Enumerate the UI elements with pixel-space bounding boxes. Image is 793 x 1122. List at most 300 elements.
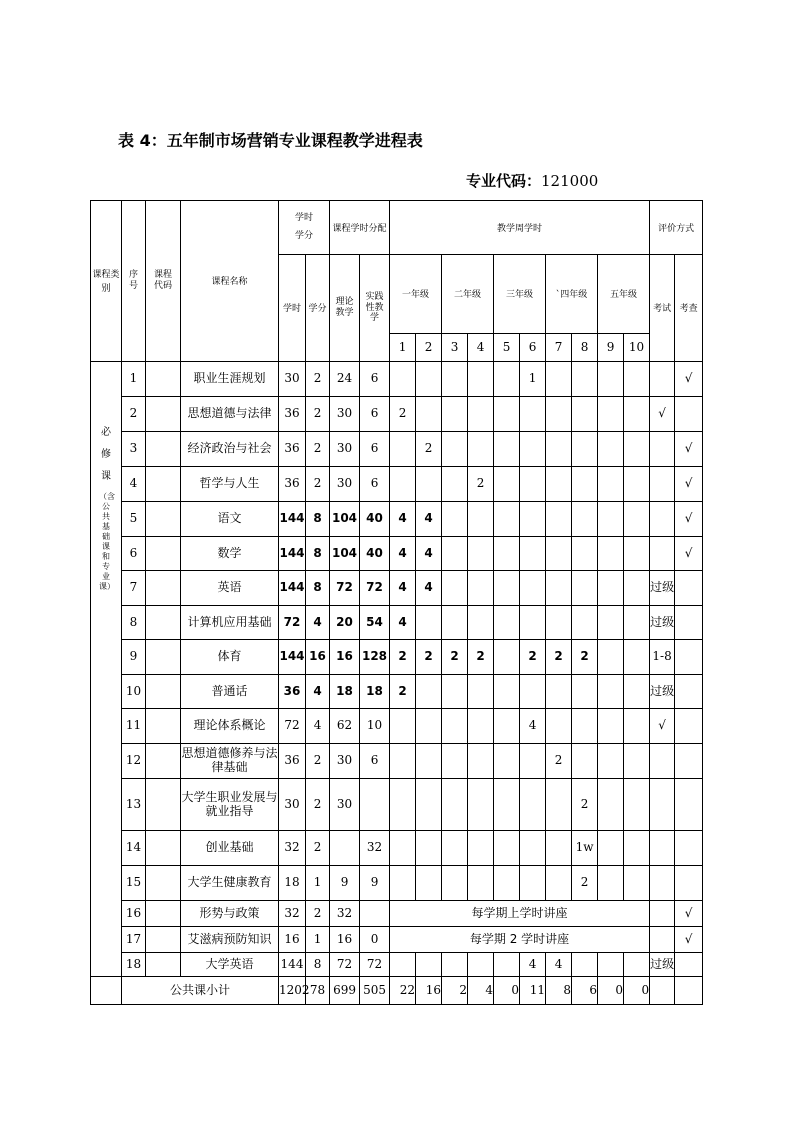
term-cell-10: [624, 537, 650, 571]
term-cell-6: 4: [520, 953, 546, 977]
term-cell-4: 2: [468, 467, 494, 502]
course-schedule-table: [90, 200, 703, 1005]
term-cell-4: [468, 362, 494, 397]
term-cell-8: [572, 606, 598, 640]
term-cell-3: [442, 709, 468, 744]
term-cell-1: 2: [390, 640, 416, 675]
term-cell-9: [598, 432, 624, 467]
exam-cell: [650, 866, 675, 901]
term-cell-3: [442, 606, 468, 640]
header-term-4: 4: [468, 334, 494, 362]
theory-cell: [330, 831, 360, 866]
term-cell-1: 4: [390, 502, 416, 537]
term-cell-3: [442, 675, 468, 709]
term-cell-9: [598, 571, 624, 606]
seq-cell: 13: [122, 779, 146, 831]
practice-cell: 9: [360, 866, 390, 901]
credits-cell: 4: [306, 675, 330, 709]
term-cell-7: [546, 362, 572, 397]
subtotal-exam: [650, 977, 675, 1005]
term-cell-4: [468, 866, 494, 901]
subtotal-check: [675, 977, 703, 1005]
term-cell-10: [624, 640, 650, 675]
credits-cell: 2: [306, 744, 330, 779]
term-cell-5: [494, 362, 520, 397]
exam-cell: √: [650, 397, 675, 432]
category-label-b: 修: [101, 449, 111, 460]
theory-cell: 30: [330, 467, 360, 502]
term-cell-10: [624, 606, 650, 640]
term-cell-2: [416, 675, 442, 709]
credits-cell: 8: [306, 571, 330, 606]
header-term-3: 3: [442, 334, 468, 362]
credits-cell: 8: [306, 502, 330, 537]
term-cell-1: [390, 953, 416, 977]
term-cell-1: 2: [390, 675, 416, 709]
subtotal-practice: 505: [360, 977, 390, 1005]
theory-cell: 72: [330, 571, 360, 606]
exam-cell: [650, 831, 675, 866]
term-cell-8: 2: [572, 779, 598, 831]
credits-cell: 2: [306, 432, 330, 467]
term-cell-9: [598, 779, 624, 831]
term-cell-7: [546, 675, 572, 709]
term-cell-7: [546, 571, 572, 606]
term-cell-7: [546, 606, 572, 640]
theory-cell: 30: [330, 744, 360, 779]
term-cell-3: [442, 866, 468, 901]
term-cell-9: [598, 362, 624, 397]
term-cell-8: [572, 467, 598, 502]
seq-cell: 11: [122, 709, 146, 744]
seq-cell: 5: [122, 502, 146, 537]
term-cell-2: 2: [416, 432, 442, 467]
header-year-4: `四年级: [546, 255, 598, 334]
term-cell-8: [572, 744, 598, 779]
header-practice: 实践性教学: [360, 255, 390, 362]
term-cell-4: 2: [468, 640, 494, 675]
code-cell: [146, 709, 181, 744]
course-name-cell: 哲学与人生: [181, 467, 279, 502]
term-cell-10: [624, 467, 650, 502]
course-name-cell: 职业生涯规划: [181, 362, 279, 397]
course-name-cell: 语文: [181, 502, 279, 537]
term-cell-10: [624, 709, 650, 744]
table-row: [91, 675, 703, 709]
term-cell-9: [598, 709, 624, 744]
term-cell-10: [624, 362, 650, 397]
term-cell-1: [390, 432, 416, 467]
check-cell: [675, 640, 703, 675]
term-cell-4: [468, 709, 494, 744]
code-cell: [146, 432, 181, 467]
course-name-cell: 理论体系概论: [181, 709, 279, 744]
practice-cell: 32: [360, 831, 390, 866]
term-cell-6: 4: [520, 709, 546, 744]
header-year-2: 二年级: [442, 255, 494, 334]
practice-cell: 6: [360, 432, 390, 467]
seq-cell: 8: [122, 606, 146, 640]
theory-cell: 16: [330, 640, 360, 675]
hours-cell: 16: [279, 927, 306, 953]
credits-cell: 1: [306, 866, 330, 901]
code-cell: [146, 675, 181, 709]
term-cell-10: [624, 502, 650, 537]
header-year-1: 一年级: [390, 255, 442, 334]
exam-cell: [650, 362, 675, 397]
term-cell-1: [390, 744, 416, 779]
hours-cell: 36: [279, 744, 306, 779]
term-cell-6: [520, 397, 546, 432]
term-cell-2: 4: [416, 571, 442, 606]
header-hours-credits: 学时 学分: [279, 201, 330, 255]
header-term-7: 7: [546, 334, 572, 362]
practice-cell: 6: [360, 467, 390, 502]
practice-cell: [360, 779, 390, 831]
term-cell-4: [468, 744, 494, 779]
term-cell-2: [416, 362, 442, 397]
course-name-cell: 艾滋病预防知识: [181, 927, 279, 953]
course-name-cell: 数学: [181, 537, 279, 571]
term-cell-5: [494, 432, 520, 467]
term-cell-5: [494, 537, 520, 571]
theory-cell: 20: [330, 606, 360, 640]
table-row: [91, 362, 703, 397]
header-check: 考查: [675, 255, 703, 362]
subtotal-term-6: 11: [520, 977, 546, 1005]
term-cell-3: [442, 831, 468, 866]
header-term-6: 6: [520, 334, 546, 362]
term-cell-2: [416, 467, 442, 502]
term-cell-8: 1w: [572, 831, 598, 866]
hours-cell: 32: [279, 901, 306, 927]
term-cell-9: [598, 467, 624, 502]
credits-cell: 2: [306, 901, 330, 927]
check-cell: [675, 779, 703, 831]
term-cell-5: [494, 467, 520, 502]
term-cell-7: [546, 397, 572, 432]
page-title: 表 4：五年制市场营销专业课程教学进程表: [118, 131, 423, 150]
check-cell: √: [675, 432, 703, 467]
hours-cell: 144: [279, 640, 306, 675]
hours-cell: 30: [279, 779, 306, 831]
exam-cell: 过级: [650, 606, 675, 640]
term-cell-3: [442, 397, 468, 432]
table-row: [91, 779, 703, 831]
term-cell-5: [494, 866, 520, 901]
header-theory: 理论教学: [330, 255, 360, 362]
term-cell-6: [520, 571, 546, 606]
term-cell-10: [624, 779, 650, 831]
term-cell-3: [442, 537, 468, 571]
term-cell-10: [624, 953, 650, 977]
seq-cell: 7: [122, 571, 146, 606]
exam-cell: [650, 432, 675, 467]
check-cell: [675, 744, 703, 779]
term-cell-5: [494, 709, 520, 744]
exam-cell: [650, 901, 675, 927]
theory-cell: 9: [330, 866, 360, 901]
header-alloc: 课程学时分配: [330, 201, 390, 255]
term-cell-3: [442, 432, 468, 467]
term-cell-10: [624, 831, 650, 866]
practice-cell: 6: [360, 362, 390, 397]
course-name-cell: 大学生健康教育: [181, 866, 279, 901]
header-seq: 序号: [122, 201, 146, 362]
major-code: [466, 170, 598, 191]
exam-cell: [650, 467, 675, 502]
practice-cell: 40: [360, 502, 390, 537]
category-label-c: 课: [101, 471, 111, 482]
term-cell-5: [494, 953, 520, 977]
table-row: [91, 397, 703, 432]
credits-cell: 4: [306, 709, 330, 744]
check-cell: [675, 953, 703, 977]
subtotal-row: [91, 977, 703, 1005]
term-cell-2: 4: [416, 502, 442, 537]
term-cell-4: [468, 432, 494, 467]
code-cell: [146, 502, 181, 537]
term-cell-2: [416, 953, 442, 977]
table-row: [91, 901, 703, 927]
category-cell: [91, 362, 122, 977]
term-cell-5: [494, 831, 520, 866]
table-row: [91, 866, 703, 901]
code-cell: [146, 606, 181, 640]
subtotal-term-2: 16: [416, 977, 442, 1005]
theory-cell: 104: [330, 502, 360, 537]
check-cell: [675, 831, 703, 866]
term-cell-3: [442, 502, 468, 537]
seq-cell: 12: [122, 744, 146, 779]
term-cell-3: [442, 571, 468, 606]
header-category: 课程类别: [91, 201, 122, 362]
term-cell-4: [468, 675, 494, 709]
header-credits: 学分: [306, 255, 330, 362]
term-cell-5: [494, 744, 520, 779]
theory-cell: 32: [330, 901, 360, 927]
header-year-5: 五年级: [598, 255, 650, 334]
course-name-cell: 英语: [181, 571, 279, 606]
term-cell-1: 4: [390, 606, 416, 640]
table-row: [91, 640, 703, 675]
check-cell: [675, 606, 703, 640]
code-cell: [146, 831, 181, 866]
term-cell-9: [598, 606, 624, 640]
check-cell: [675, 709, 703, 744]
term-cell-4: [468, 606, 494, 640]
practice-cell: 6: [360, 397, 390, 432]
term-cell-6: [520, 537, 546, 571]
term-cell-1: 4: [390, 571, 416, 606]
term-cell-7: 4: [546, 953, 572, 977]
term-cell-8: [572, 432, 598, 467]
term-cell-7: [546, 831, 572, 866]
theory-cell: 30: [330, 397, 360, 432]
term-cell-1: 2: [390, 397, 416, 432]
credits-cell: 2: [306, 831, 330, 866]
exam-cell: 1-8: [650, 640, 675, 675]
term-cell-9: [598, 744, 624, 779]
seq-cell: 10: [122, 675, 146, 709]
term-cell-4: [468, 831, 494, 866]
theory-cell: 72: [330, 953, 360, 977]
seq-cell: 2: [122, 397, 146, 432]
term-cell-9: [598, 640, 624, 675]
term-cell-3: [442, 467, 468, 502]
practice-cell: 72: [360, 953, 390, 977]
hours-cell: 144: [279, 953, 306, 977]
term-cell-1: [390, 866, 416, 901]
code-cell: [146, 537, 181, 571]
header-weekly: 教学周学时: [390, 201, 650, 255]
term-cell-9: [598, 675, 624, 709]
term-cell-8: [572, 571, 598, 606]
check-cell: √: [675, 927, 703, 953]
term-cell-9: [598, 397, 624, 432]
term-cell-1: [390, 831, 416, 866]
term-cell-8: [572, 953, 598, 977]
course-name-cell: 体育: [181, 640, 279, 675]
term-cell-2: [416, 779, 442, 831]
table-row: [91, 831, 703, 866]
hours-cell: 144: [279, 502, 306, 537]
term-cell-4: [468, 397, 494, 432]
term-cell-10: [624, 432, 650, 467]
check-cell: [675, 571, 703, 606]
term-cell-8: [572, 397, 598, 432]
practice-cell: 72: [360, 571, 390, 606]
hours-cell: 36: [279, 467, 306, 502]
credits-cell: 2: [306, 397, 330, 432]
header-hours: 学时: [279, 255, 306, 362]
term-cell-7: 2: [546, 744, 572, 779]
credits-cell: 2: [306, 467, 330, 502]
header-term-9: 9: [598, 334, 624, 362]
subtotal-term-4: 4: [468, 977, 494, 1005]
term-cell-7: [546, 432, 572, 467]
header-year-3: 三年级: [494, 255, 546, 334]
course-name-cell: 思想道德修养与法律基础: [181, 744, 279, 779]
code-cell: [146, 953, 181, 977]
term-cell-6: [520, 744, 546, 779]
hours-cell: 36: [279, 432, 306, 467]
term-cell-7: [546, 709, 572, 744]
term-cell-8: 2: [572, 866, 598, 901]
subtotal-term-8: 6: [572, 977, 598, 1005]
seq-cell: 4: [122, 467, 146, 502]
credits-cell: 16: [306, 640, 330, 675]
course-name-cell: 大学英语: [181, 953, 279, 977]
hours-cell: 144: [279, 571, 306, 606]
hours-cell: 18: [279, 866, 306, 901]
term-cell-10: [624, 744, 650, 779]
exam-cell: [650, 502, 675, 537]
term-cell-7: [546, 779, 572, 831]
hours-cell: 32: [279, 831, 306, 866]
theory-cell: 62: [330, 709, 360, 744]
exam-cell: 过级: [650, 571, 675, 606]
term-cell-7: [546, 537, 572, 571]
header-term-1: 1: [390, 334, 416, 362]
check-cell: [675, 866, 703, 901]
check-cell: √: [675, 901, 703, 927]
course-name-cell: 计算机应用基础: [181, 606, 279, 640]
check-cell: √: [675, 467, 703, 502]
major-code-label: 专业代码：: [466, 172, 542, 190]
category-label-a: 必: [101, 427, 111, 438]
term-cell-2: 2: [416, 640, 442, 675]
term-cell-5: [494, 502, 520, 537]
hours-cell: 72: [279, 606, 306, 640]
term-cell-4: [468, 537, 494, 571]
term-cell-6: 1: [520, 362, 546, 397]
term-cell-8: [572, 502, 598, 537]
header-term-10: 10: [624, 334, 650, 362]
theory-cell: 30: [330, 779, 360, 831]
subtotal-hours: 1202: [279, 977, 306, 1005]
term-cell-2: [416, 744, 442, 779]
check-cell: √: [675, 537, 703, 571]
term-cell-4: [468, 502, 494, 537]
term-cell-6: [520, 606, 546, 640]
code-cell: [146, 397, 181, 432]
term-cell-9: [598, 866, 624, 901]
header-term-8: 8: [572, 334, 598, 362]
code-cell: [146, 866, 181, 901]
seq-cell: 9: [122, 640, 146, 675]
code-cell: [146, 927, 181, 953]
hours-cell: 36: [279, 397, 306, 432]
seq-cell: 16: [122, 901, 146, 927]
practice-cell: 6: [360, 744, 390, 779]
term-cell-6: [520, 831, 546, 866]
term-cell-1: [390, 467, 416, 502]
subtotal-term-5: 0: [494, 977, 520, 1005]
term-cell-10: [624, 675, 650, 709]
term-cell-8: 2: [572, 640, 598, 675]
category-label-d: （含公共基础课和专业课）: [99, 492, 115, 591]
practice-cell: 10: [360, 709, 390, 744]
term-cell-1: 4: [390, 537, 416, 571]
theory-cell: 30: [330, 432, 360, 467]
theory-cell: 18: [330, 675, 360, 709]
term-cell-6: [520, 467, 546, 502]
merged-terms-cell: 每学期 2 学时讲座: [390, 927, 650, 953]
subtotal-term-9: 0: [598, 977, 624, 1005]
code-cell: [146, 779, 181, 831]
term-cell-3: [442, 362, 468, 397]
practice-cell: 18: [360, 675, 390, 709]
term-cell-6: [520, 779, 546, 831]
header-name: 课程名称: [181, 201, 279, 362]
hours-cell: 72: [279, 709, 306, 744]
term-cell-2: [416, 397, 442, 432]
exam-cell: [650, 779, 675, 831]
term-cell-7: 2: [546, 640, 572, 675]
practice-cell: 128: [360, 640, 390, 675]
term-cell-6: [520, 502, 546, 537]
credits-cell: 4: [306, 606, 330, 640]
exam-cell: [650, 537, 675, 571]
subtotal-label: 公共课小计: [122, 977, 279, 1005]
check-cell: [675, 397, 703, 432]
subtotal-term-10: 0: [624, 977, 650, 1005]
term-cell-3: [442, 744, 468, 779]
seq-cell: 14: [122, 831, 146, 866]
check-cell: [675, 675, 703, 709]
term-cell-5: [494, 779, 520, 831]
